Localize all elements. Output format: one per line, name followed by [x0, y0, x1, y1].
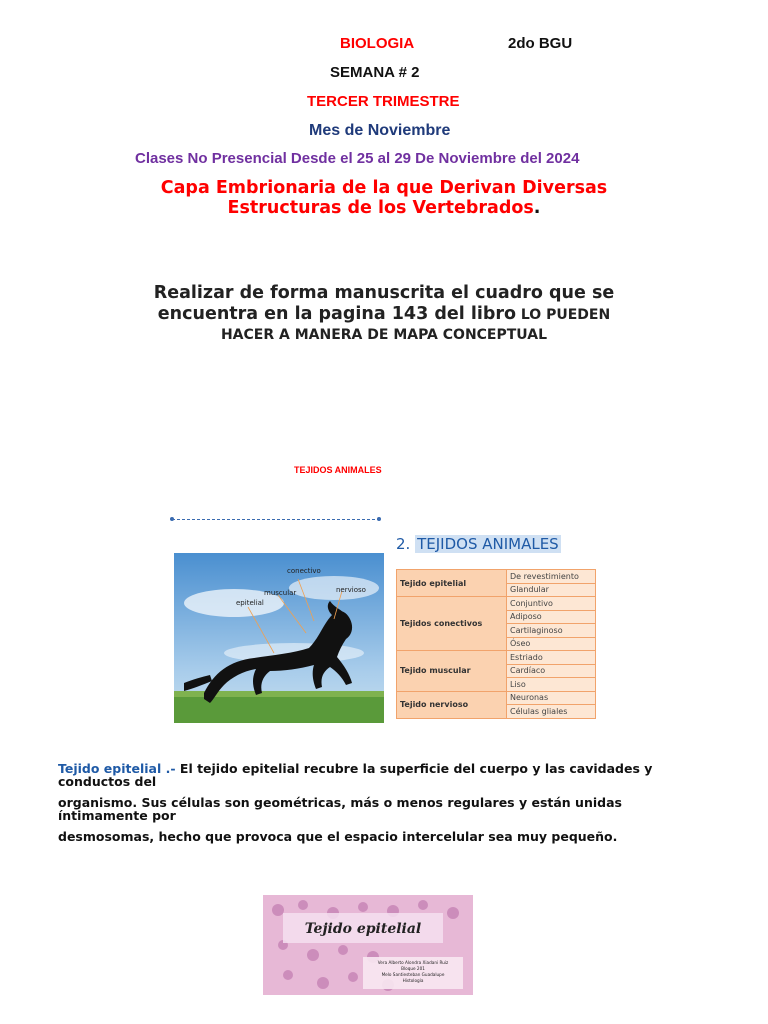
epithelial-micrograph [263, 895, 473, 995]
main-title-line2-text: Estructuras de los Vertebrados [227, 198, 534, 218]
label-muscular: muscular [264, 589, 297, 597]
horse-illustration [174, 553, 384, 723]
week-heading: SEMANA # 2 [330, 64, 420, 81]
label-conectivo: conectivo [287, 567, 321, 575]
instruction-line2 [60, 304, 708, 326]
para-line2b: íntimamente por [58, 808, 176, 823]
para-line2: organismo. Sus células son geométricas, más o menos regulares y están unidas [58, 795, 622, 810]
figure-caption: TEJIDOS ANIMALES [294, 465, 382, 475]
table-row [397, 691, 596, 705]
tissue-subtype: Liso [507, 678, 596, 692]
label-nervioso: nervioso [336, 586, 366, 594]
tissue-subtype: Conjuntivo [507, 597, 596, 611]
tissue-category: Tejido nervioso [397, 691, 507, 718]
table-title-text: TEJIDOS ANIMALES [417, 535, 559, 553]
epithelial-tissue-image [263, 895, 473, 995]
table-number: 2. [396, 535, 411, 553]
epi-title: Tejido epitelial [304, 921, 422, 937]
tissue-table-body [397, 570, 596, 719]
term-heading: TERCER TRIMESTRE [307, 93, 460, 110]
table-title [396, 535, 561, 553]
main-title-line2 [80, 198, 688, 218]
tissue-subtype: Neuronas [507, 691, 596, 705]
epithelial-paragraph [58, 762, 718, 843]
tissue-table [396, 569, 596, 719]
main-title [80, 178, 688, 218]
instruction-line1: Realizar de forma manuscrita el cuadro que se [153, 283, 615, 303]
main-title-line1: Capa Embrionaria de la que Derivan Diversas [160, 178, 608, 198]
instruction-line3: HACER A MANERA DE MAPA CONCEPTUAL [220, 327, 548, 343]
epi-credit1: Vera Alberto Alondra Xiadani Ruiz [377, 960, 449, 965]
epi-credit2: Bloque 201 [401, 966, 425, 971]
tissue-category: Tejidos conectivos [397, 597, 507, 651]
tissue-subtype: De revestimiento [507, 570, 596, 584]
para-line1-text: El tejido epitelial recubre la superficie del cuerpo y las cavidades y [175, 761, 653, 776]
tissue-subtype: Óseo [507, 637, 596, 651]
horse-photo [174, 553, 384, 723]
instruction-line2b: LO PUEDEN [516, 307, 611, 323]
table-row [397, 570, 596, 584]
para-term: Tejido epitelial .- [58, 761, 176, 776]
para-line1 [58, 762, 718, 775]
label-epitelial: epitelial [236, 599, 264, 607]
tissue-subtype: Cartilaginoso [507, 624, 596, 638]
tissue-category: Tejido muscular [397, 651, 507, 692]
main-title-period: . [533, 198, 541, 218]
para-line1b: conductos del [58, 774, 157, 789]
tissue-subtype: Glandular [507, 583, 596, 597]
table-row [397, 597, 596, 611]
tissue-subtype: Cardíaco [507, 664, 596, 678]
epi-credit3: Melo Santiesteban Guadalupe [381, 972, 445, 977]
classes-dates: Clases No Presencial Desde el 25 al 29 De Noviembre del 2024 [135, 150, 580, 167]
epi-credit4: Histología [402, 978, 424, 983]
grade-heading: 2do BGU [508, 35, 573, 52]
tissue-subtype: Adiposo [507, 610, 596, 624]
month-heading: Mes de Noviembre [309, 122, 451, 139]
selection-handle-left[interactable] [170, 517, 174, 521]
para-line3: desmosomas, hecho que provoca que el espacio intercelular sea muy pequeño. [58, 829, 618, 844]
subject-heading: BIOLOGIA [340, 35, 415, 52]
table-row [397, 651, 596, 665]
tissue-subtype: Estriado [507, 651, 596, 665]
instruction-line2a: encuentra en la pagina 143 del libro [157, 304, 517, 324]
instruction-text [60, 283, 708, 344]
figure-selection-border [172, 519, 380, 521]
tissue-subtype: Células gliales [507, 705, 596, 719]
tissue-category: Tejido epitelial [397, 570, 507, 597]
selection-handle-right[interactable] [377, 517, 381, 521]
